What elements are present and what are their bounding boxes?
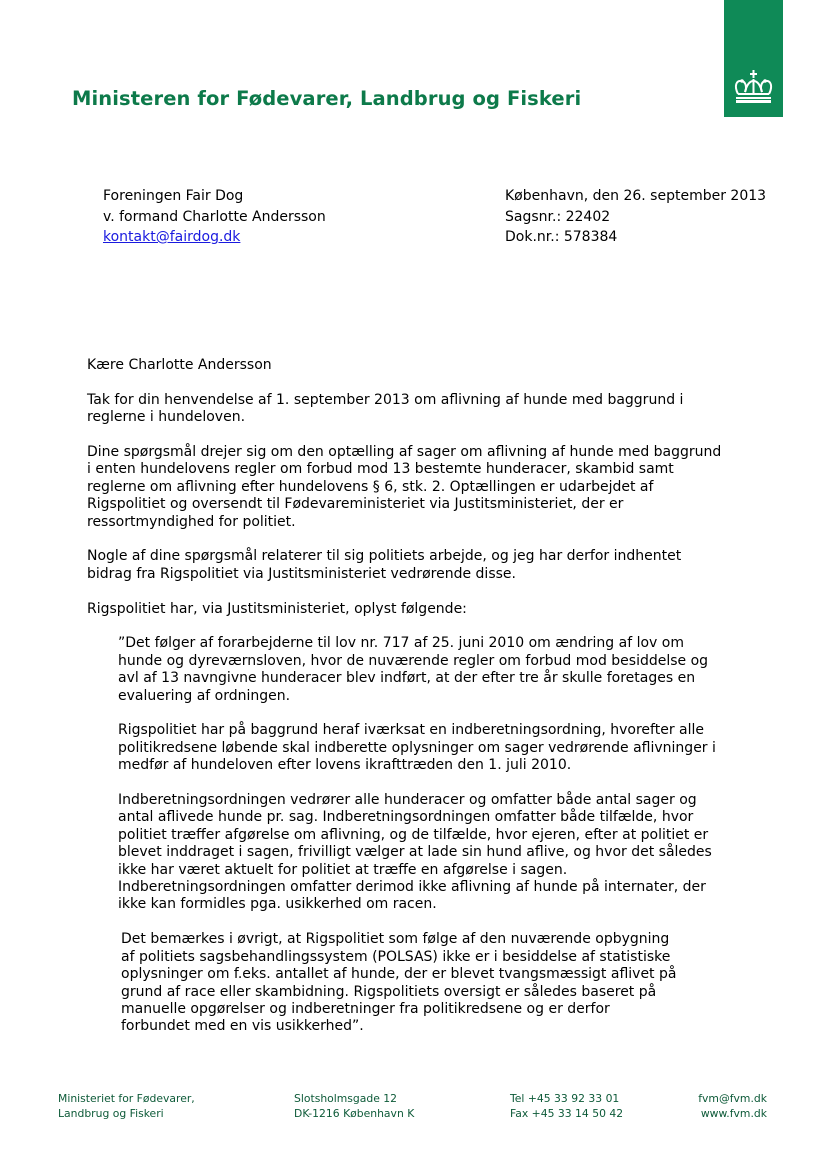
footer-line: Fax +45 33 14 50 42 — [510, 1107, 624, 1121]
quote-paragraph: Rigspolitiet har på baggrund heraf iværksat en indberetningsordning, hvorefter alle politikredsene løbende skal indberette oplysninger om sager vedrørende aflivninger i medfør af hundeloven efter lovens ikrafttræden den 1. juli 2010. — [118, 722, 716, 774]
paragraph: Nogle af dine spørgsmål relaterer til sig politiets arbejde, og jeg har derfor indhentet bidrag fra Rigspolitiet via Justitsministeriet vedrørende disse. — [87, 548, 682, 582]
paragraph: Tak for din henvendelse af 1. september 2013 om aflivning af hunde med baggrund i reglerne i hundeloven. — [87, 391, 684, 426]
recipient-attention: v. formand Charlotte Andersson — [103, 208, 326, 225]
quote-paragraph: Indberetningsordningen omfatter derimod ikke aflivning af hunde på internater, der ikke kan formidles pga. usikkerhed om racen. — [118, 879, 706, 913]
quote-paragraph: Indberetningsordningen vedrører alle hunderacer og omfatter både antal sager og antal aflivede hunde pr. sag. Indberetningsordningen omfatter både tilfælde, hvor politiet træffer afgørelse om aflivning, og de tilfælde, hvor ejeren, efter at politiet er blevet inddraget i sagen, frivilligt vælger at lade sin hund aflive, og hvor det således ikke har været aktuelt for politiet at træffe en afgørelse i sagen. — [118, 792, 712, 878]
footer-ministry — [58, 1091, 195, 1121]
footer-line: Tel +45 33 92 33 01 — [510, 1092, 620, 1105]
place-date: København, den 26. september 2013 — [505, 188, 767, 204]
footer-line: Ministeriet for Fødevarer, — [58, 1092, 195, 1105]
quotation — [118, 635, 727, 1035]
recipient-email-link[interactable]: kontakt@fairdog.dk — [103, 229, 241, 245]
paragraph: Rigspolitiet har, via Justitsministeriet, oplyst følgende: — [87, 600, 467, 617]
footer-phone — [510, 1091, 623, 1121]
letter-body — [87, 357, 727, 1053]
letter-meta — [505, 186, 766, 248]
footer-line: Slotsholmsgade 12 — [294, 1092, 398, 1105]
footer-line: DK-1216 København K — [294, 1107, 415, 1121]
footer-address — [294, 1091, 414, 1121]
recipient-name: Foreningen Fair Dog — [103, 188, 244, 204]
footer-website[interactable]: www.fvm.dk — [700, 1107, 767, 1121]
case-number: Sagsnr.: 22402 — [505, 208, 611, 225]
logo-box — [724, 0, 783, 117]
footer-line: Landbrug og Fiskeri — [58, 1107, 164, 1121]
ministry-title: Ministeren for Fødevarer, Landbrug og Fiskeri — [72, 87, 582, 110]
footer-contact — [698, 1091, 767, 1121]
crown-icon — [730, 68, 777, 106]
quote-paragraph: ”Det følger af forarbejderne til lov nr. 717 af 25. juni 2010 om ændring af lov om hunde og dyreværnsloven, hvor de nuværende regler om forbud mod besiddelse og avl af 13 navngivne hunderacer blev indført, at der efter tre år skulle foretages en evaluering af ordningen. — [118, 635, 709, 704]
quote-paragraph: Det bemærkes i øvrigt, at Rigspolitiet som følge af den nuværende opbygning af politiets sagsbehandlingssystem (POLSAS) ikke er i besiddelse af statistiske oplysninger om f.eks. antallet af hunde, der er blevet tvangsmæssigt aflivet på grund af race eller skambidning. Rigspolitiets oversigt er således baseret på manuelle opgørelser og indberetninger fra politikredsene og er derfor forbundet med en vis usikkerhed”. — [121, 931, 677, 1035]
paragraph: Dine spørgsmål drejer sig om den optælling af sager om aflivning af hunde med baggrund i enten hundelovens regler om forbud mod 13 bestemte hunderacer, skambid samt reglerne om aflivning efter hundelovens § 6, stk. 2. Optællingen er udarbejdet af Rigspolitiet og oversendt til Fødevareministeriet via Justitsministeriet, der er ressortmyndighed for politiet. — [87, 444, 722, 530]
document-number: Dok.nr.: 578384 — [505, 229, 618, 245]
salutation: Kære Charlotte Andersson — [87, 357, 272, 373]
footer-email[interactable]: fvm@fvm.dk — [698, 1092, 767, 1105]
recipient-block — [103, 186, 326, 248]
